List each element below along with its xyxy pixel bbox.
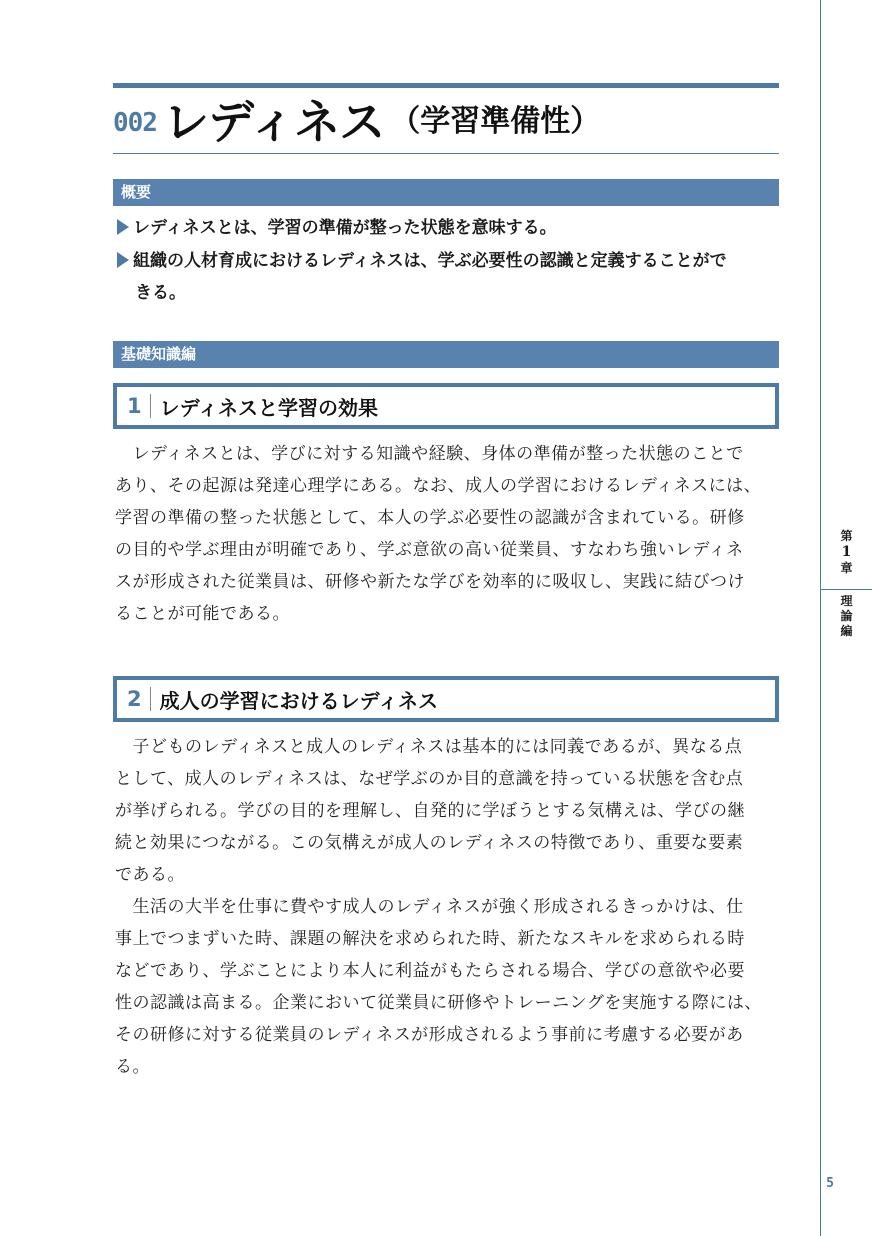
triangle-bullet-icon bbox=[117, 219, 129, 235]
section-number: 2 bbox=[127, 687, 142, 711]
section-title: レディネスと学習の効果 bbox=[159, 395, 379, 420]
overview-bullet-2-cont: きる。 bbox=[135, 283, 186, 303]
heading-divider bbox=[150, 687, 151, 711]
part-label bbox=[821, 594, 872, 654]
body-line: その研修に対する従業員のレディネスが形成されるよう事前に考慮する必要があ bbox=[115, 1025, 744, 1045]
triangle-bullet-icon bbox=[117, 252, 129, 268]
body-line: 事上でつまずいた時、課題の解決を求められた時、新たなスキルを求められる時 bbox=[115, 929, 745, 949]
body-line: 性の認識は高まる。企業において従業員に研修やトレーニングを実施する際には、 bbox=[115, 993, 762, 1013]
overview-bullet-2 bbox=[117, 246, 782, 276]
chapter-char-1: 第 bbox=[840, 529, 853, 543]
page-number: 5 bbox=[826, 1176, 834, 1191]
body-line: スが形成された従業員は、研修や新たな学びを効率的に吸収し、実践に結びつけ bbox=[115, 572, 745, 592]
page-title bbox=[113, 92, 779, 150]
heading-divider bbox=[150, 394, 151, 418]
part-char-2: 論 bbox=[840, 609, 853, 623]
body-line: あり、その起源は発達心理学にある。なお、成人の学習におけるレディネスには、 bbox=[115, 476, 762, 496]
section-1-body bbox=[115, 438, 780, 630]
bullet-text: 組織の人材育成におけるレディネスは、学ぶ必要性の認識と定義することがで bbox=[133, 251, 727, 271]
title-main: レディネス bbox=[162, 95, 385, 149]
body-line: が挙げられる。学びの目的を理解し、自発的に学ぼうとする気構えは、学びの継 bbox=[115, 801, 745, 821]
tab-divider bbox=[821, 589, 872, 590]
part-char-3: 編 bbox=[840, 624, 853, 638]
title-subtitle: （学習準備性） bbox=[390, 104, 601, 139]
chapter-tab bbox=[821, 522, 872, 638]
body-line: である。 bbox=[115, 865, 185, 885]
section-title: 成人の学習におけるレディネス bbox=[159, 688, 439, 713]
chapter-char-2: 1 bbox=[841, 544, 852, 560]
body-line: 続と効果につながる。この気構えが成人のレディネスの特徴であり、重要な要素 bbox=[115, 833, 744, 853]
section-2-heading bbox=[113, 676, 779, 722]
section-1-heading bbox=[113, 383, 779, 429]
basics-label: 基礎知識編 bbox=[113, 341, 779, 368]
section-2-body bbox=[115, 731, 780, 1083]
body-line: 学習の準備の整った状態として、本人の学ぶ必要性の認識が含まれている。研修 bbox=[115, 508, 745, 528]
part-char-1: 理 bbox=[840, 594, 853, 608]
chapter-char-3: 章 bbox=[840, 561, 853, 575]
overview-label: 概要 bbox=[113, 179, 779, 206]
title-number: 002 bbox=[113, 108, 157, 138]
body-line: レディネスとは、学びに対する知識や経験、身体の準備が整った状態のことで bbox=[115, 444, 744, 464]
title-top-rule bbox=[113, 83, 779, 88]
section-number: 1 bbox=[127, 394, 142, 418]
bullet-text: レディネスとは、学習の準備が整った状態を意味する。 bbox=[133, 218, 557, 238]
chapter-label bbox=[821, 522, 872, 590]
overview-bullet-1 bbox=[117, 213, 782, 243]
body-line: の目的や学ぶ理由が明確であり、学ぶ意欲の高い従業員、すなわち強いレディネ bbox=[115, 540, 744, 560]
body-line: 子どものレディネスと成人のレディネスは基本的には同義であるが、異なる点 bbox=[115, 737, 743, 757]
body-line: 生活の大半を仕事に費やす成人のレディネスが強く形成されるきっかけは、仕 bbox=[115, 897, 744, 917]
body-line: ることが可能である。 bbox=[115, 604, 290, 624]
body-line: などであり、学ぶことにより本人に利益がもたらされる場合、学びの意欲や必要 bbox=[115, 961, 745, 981]
body-line: る。 bbox=[115, 1057, 150, 1077]
title-underline bbox=[113, 153, 779, 154]
body-line: として、成人のレディネスは、なぜ学ぶのか目的意識を持っている状態を含む点 bbox=[115, 769, 744, 789]
